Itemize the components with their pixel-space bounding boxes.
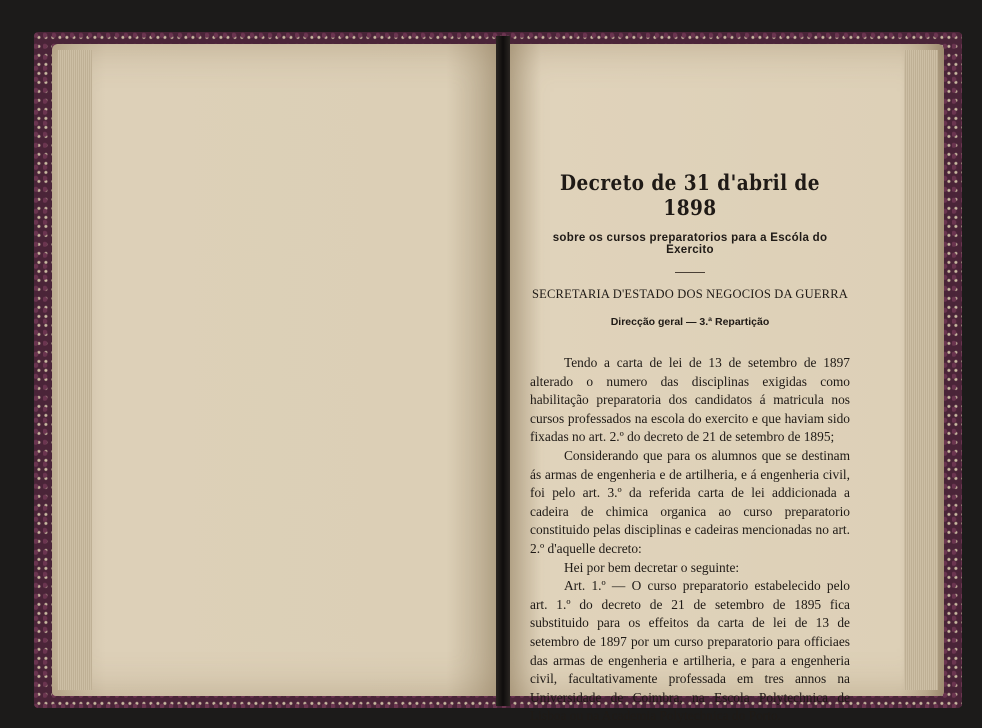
decree-title: Decreto de 31 d'abril de 1898 (559, 170, 821, 220)
paragraph: Tendo a carta de lei de 13 de setembro de 1897 alterado o numero das disciplinas exigidas como habilitação preparatoria dos candidatos á matricula nos cursos professados na escola do exercito e que haviam sido fixadas no art. 2.º do decreto de 21 de setembro de 1895; (530, 355, 850, 445)
department-heading: Direcção geral — 3.ª Repartição (610, 316, 770, 328)
left-page-edges (58, 50, 92, 690)
paragraph: Hei por bem decretar o seguinte: (564, 559, 740, 575)
divider (675, 272, 705, 273)
decree-subtitle: sobre os cursos preparatorios para a Escóla do Exercito (552, 232, 828, 256)
decree-body (530, 354, 850, 726)
right-page-edges (904, 50, 938, 690)
left-page (52, 44, 500, 696)
ministry-heading: SECRETARIA D'ESTADO DOS NEGOCIOS DA GUERRA (532, 287, 848, 301)
paragraph: Considerando que para os alumnos que se destinam ás armas de engenheria e de artilheria, e á engenheria civil, foi pelo art. 3.º da referida carta de lei addicionada a cadeira de chimica organica ao curso preparatorio constituido pelas disciplinas e cadeiras mencionadas no art. 2.º d'aquelle decreto: (530, 447, 850, 556)
decree-text-block (530, 170, 850, 726)
book-gutter (496, 36, 510, 706)
paragraph: Art. 1.º — O curso preparatorio estabelecido pelo art. 1.º do decreto de 21 de setembro de 1895 fica substituido para os effeitos da carta de lei de 13 de setembro de 1897 por um curso preparatorio para officiaes das armas de engenheria e artilheria, e para a engenheria civil, facultativamente professada em tres annos na Universidade de Coimbra, na Escola Polytechnica de Lisboa ou na Academia Polytechnica do Porto. (530, 578, 850, 724)
